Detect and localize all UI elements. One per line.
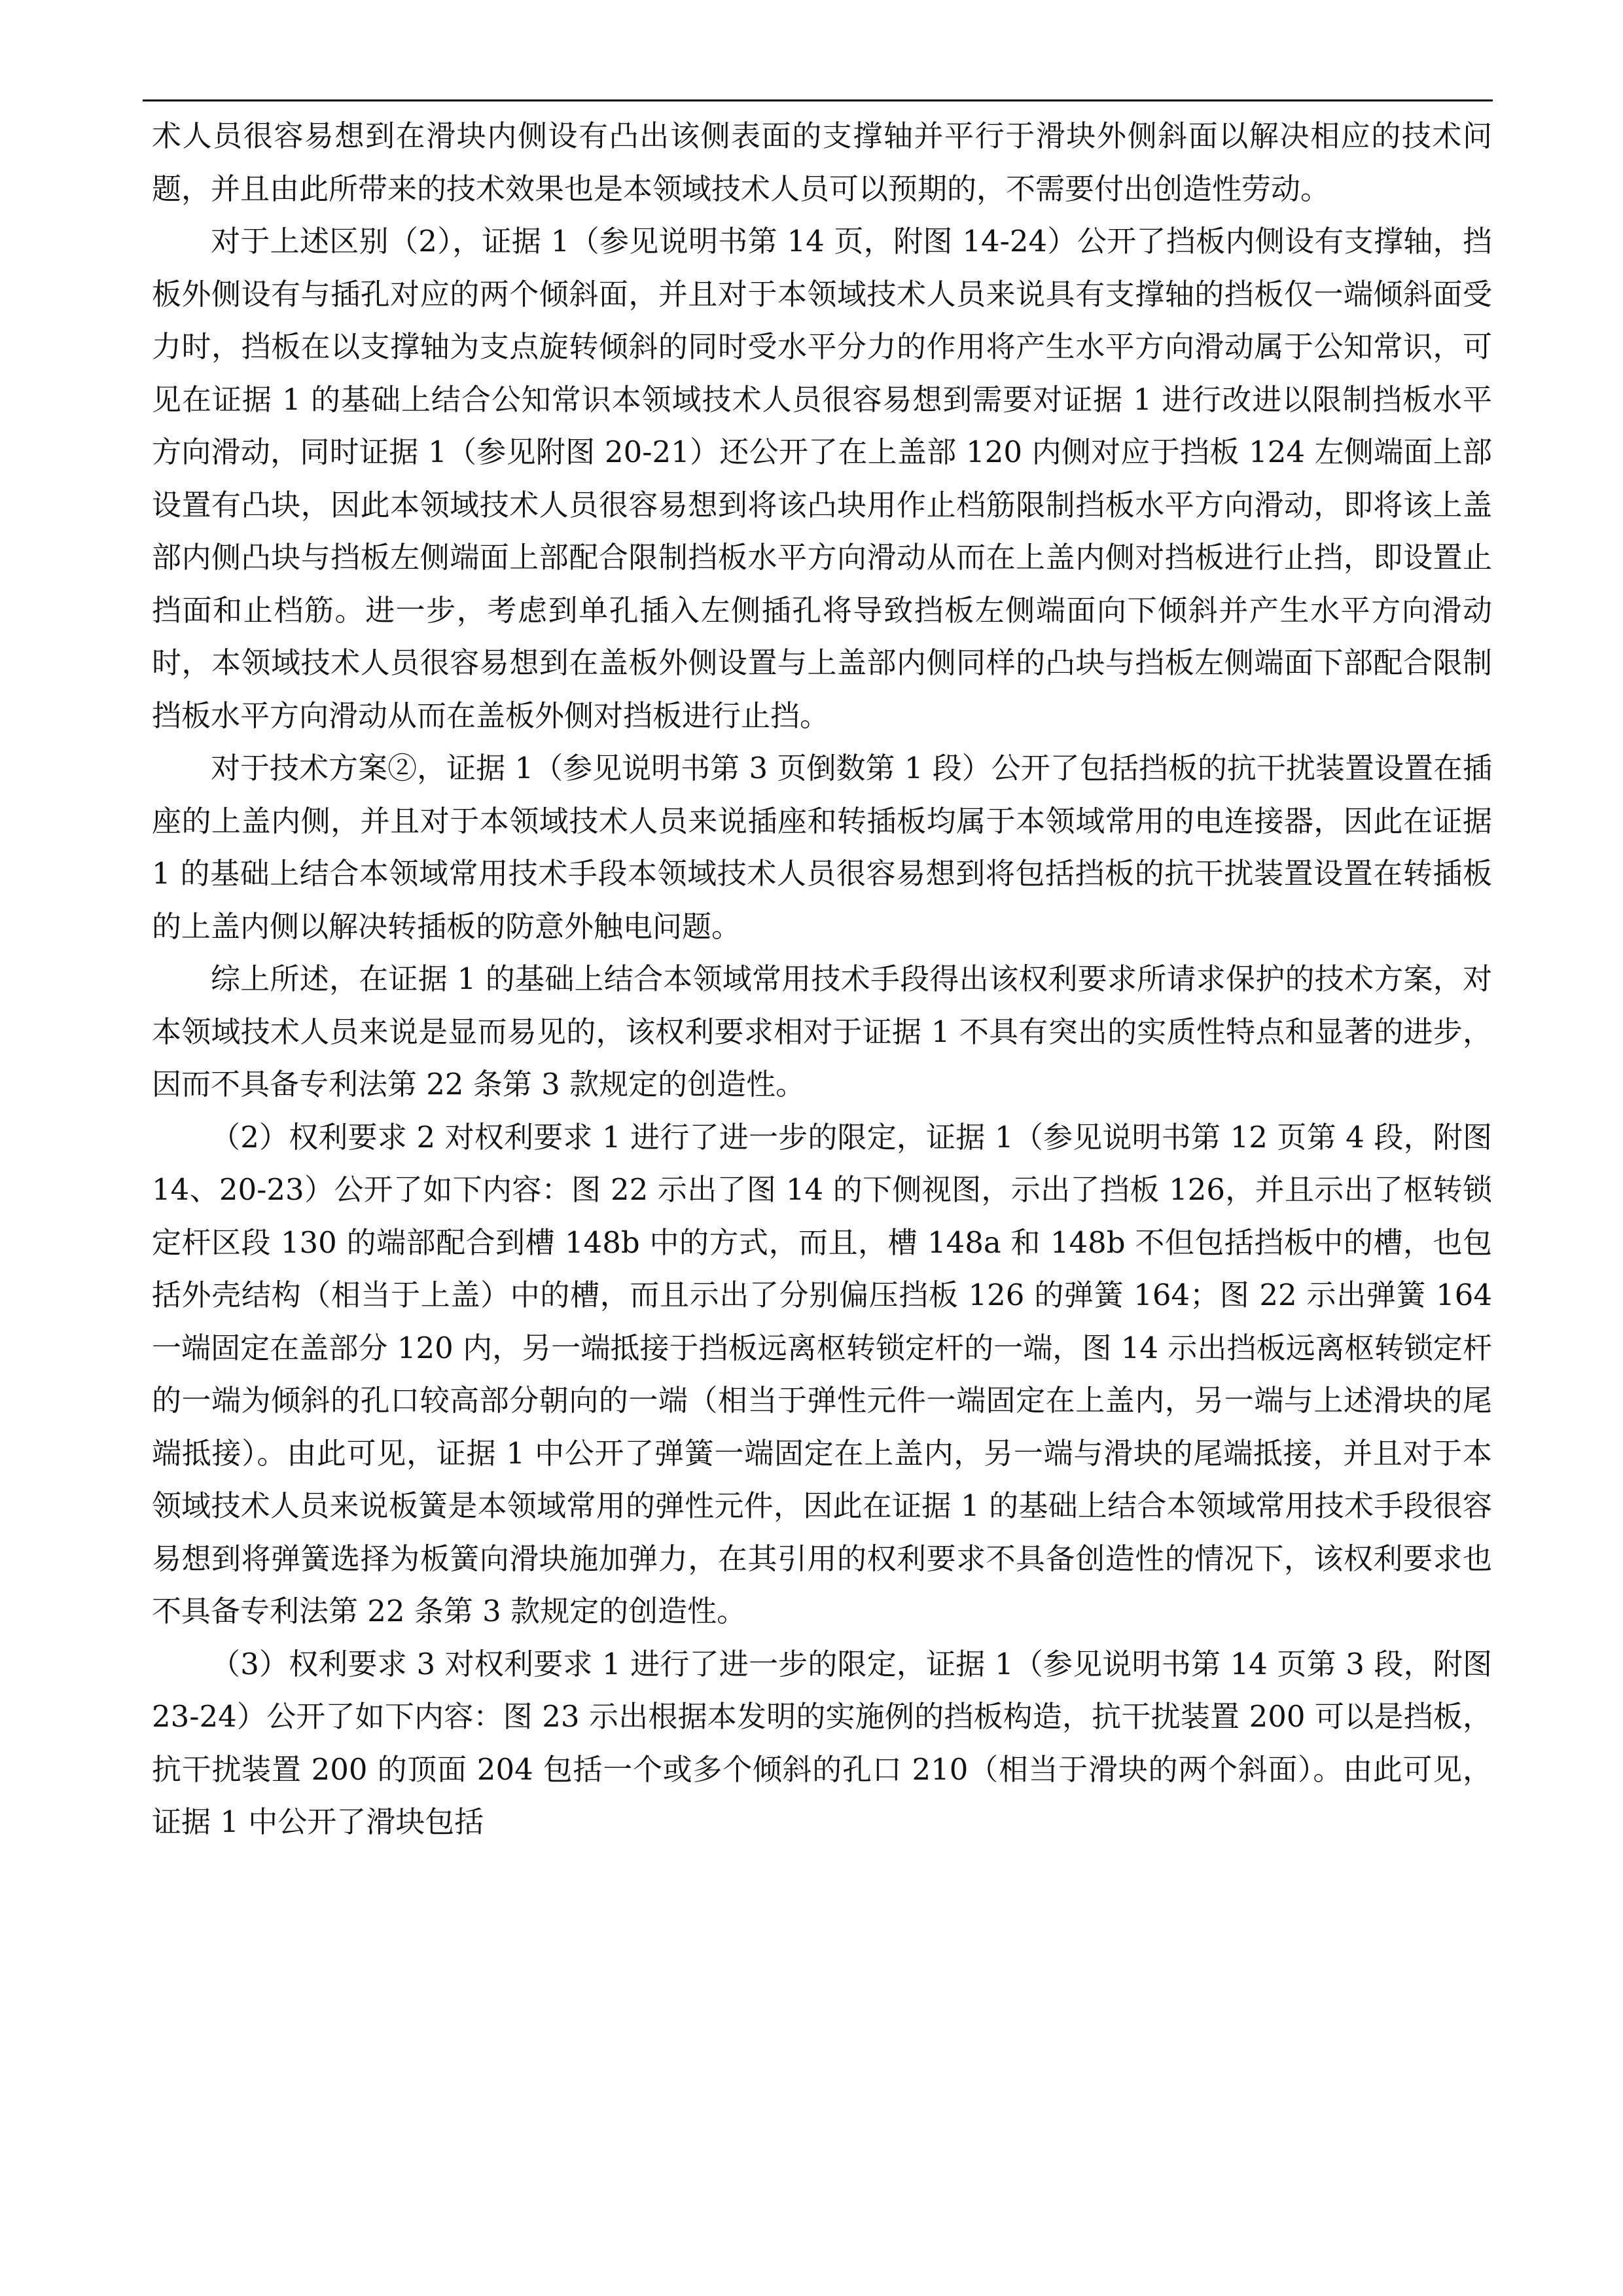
paragraph-technical-scheme-2: 对于技术方案②，证据 1（参见说明书第 3 页倒数第 1 段）公开了包括挡板的抗干扰装置设置在插座的上盖内侧，并且对于本领域技术人员来说插座和转插板均属于本领域常用的电连接器，因此在证据 1 的基础上结合本领域常用技术手段本领域技术人员很容易想到将包括挡板的抗干扰装置设置在转插板的上盖内侧以解决转插板的防意外触电问题。 [152, 751, 1492, 944]
paragraph-difference-2: 对于上述区别（2），证据 1（参见说明书第 14 页，附图 14-24）公开了挡板内侧设有支撑轴，挡板外侧设有与插孔对应的两个倾斜面，并且对于本领域技术人员来说具有支撑轴的挡板仅一端倾斜面受力时，挡板在以支撑轴为支点旋转倾斜的同时受水平分力的作用将产生水平方向滑动属于公知常识，可见在证据 1 的基础上结合公知常识本领域技术人员很容易想到需要对证据 1 进行改进以限制挡板水平方向滑动，同时证据 1（参见附图 20-21）还公开了在上盖部 120 内侧对应于挡板 124 左侧端面上部设置有凸块，因此本领域技术人员很容易想到将该凸块用作止档筋限制挡板水平方向滑动，即将该上盖部内侧凸块与挡板左侧端面上部配合限制挡板水平方向滑动从而在上盖内侧对挡板进行止挡，即设置止挡面和止档筋。进一步，考虑到单孔插入左侧插孔将导致挡板左侧端面向下倾斜并产生水平方向滑动时，本领域技术人员很容易想到在盖板外侧设置与上盖部内侧同样的凸块与挡板左侧端面下部配合限制挡板水平方向滑动从而在盖板外侧对挡板进行止挡。 [152, 224, 1492, 733]
header-rule [143, 99, 1493, 101]
document-body [152, 110, 1492, 1849]
paragraph-continuation: 术人员很容易想到在滑块内侧设有凸出该侧表面的支撑轴并平行于滑块外侧斜面以解决相应的技术问题，并且由此所带来的技术效果也是本领域技术人员可以预期的，不需要付出创造性劳动。 [152, 118, 1492, 206]
paragraph-claim-3: （3）权利要求 3 对权利要求 1 进行了进一步的限定，证据 1（参见说明书第 14 页第 3 段，附图 23-24）公开了如下内容：图 23 示出根据本发明的实施例的挡板构造，抗干扰装置 200 可以是挡板，抗干扰装置 200 的顶面 204 包括一个或多个倾斜的孔口 210（相当于滑块的两个斜面）。由此可见，证据 1 中公开了滑块包括 [152, 1646, 1492, 1839]
paragraph-summary: 综上所述，在证据 1 的基础上结合本领域常用技术手段得出该权利要求所请求保护的技术方案，对本领域技术人员来说是显而易见的，该权利要求相对于证据 1 不具有突出的实质性特点和显著的进步，因而不具备专利法第 22 条第 3 款规定的创造性。 [152, 961, 1492, 1102]
paragraph-claim-2: （2）权利要求 2 对权利要求 1 进行了进一步的限定，证据 1（参见说明书第 12 页第 4 段，附图 14、20-23）公开了如下内容：图 22 示出了图 14 的下侧视图，示出了挡板 126，并且示出了枢转锁定杆区段 130 的端部配合到槽 148b 中的方式，而且，槽 148a 和 148b 不但包括挡板中的槽，也包括外壳结构（相当于上盖）中的槽，而且示出了分别偏压挡板 126 的弹簧 164；图 22 示出弹簧 164 一端固定在盖部分 120 内，另一端抵接于挡板远离枢转锁定杆的一端，图 14 示出挡板远离枢转锁定杆的一端为倾斜的孔口较高部分朝向的一端（相当于弹性元件一端固定在上盖内，另一端与上述滑块的尾端抵接）。由此可见，证据 1 中公开了弹簧一端固定在上盖内，另一端与滑块的尾端抵接，并且对于本领域技术人员来说板簧是本领域常用的弹性元件，因此在证据 1 的基础上结合本领域常用技术手段很容易想到将弹簧选择为板簧向滑块施加弹力，在其引用的权利要求不具备创造性的情况下，该权利要求也不具备专利法第 22 条第 3 款规定的创造性。 [152, 1119, 1492, 1628]
